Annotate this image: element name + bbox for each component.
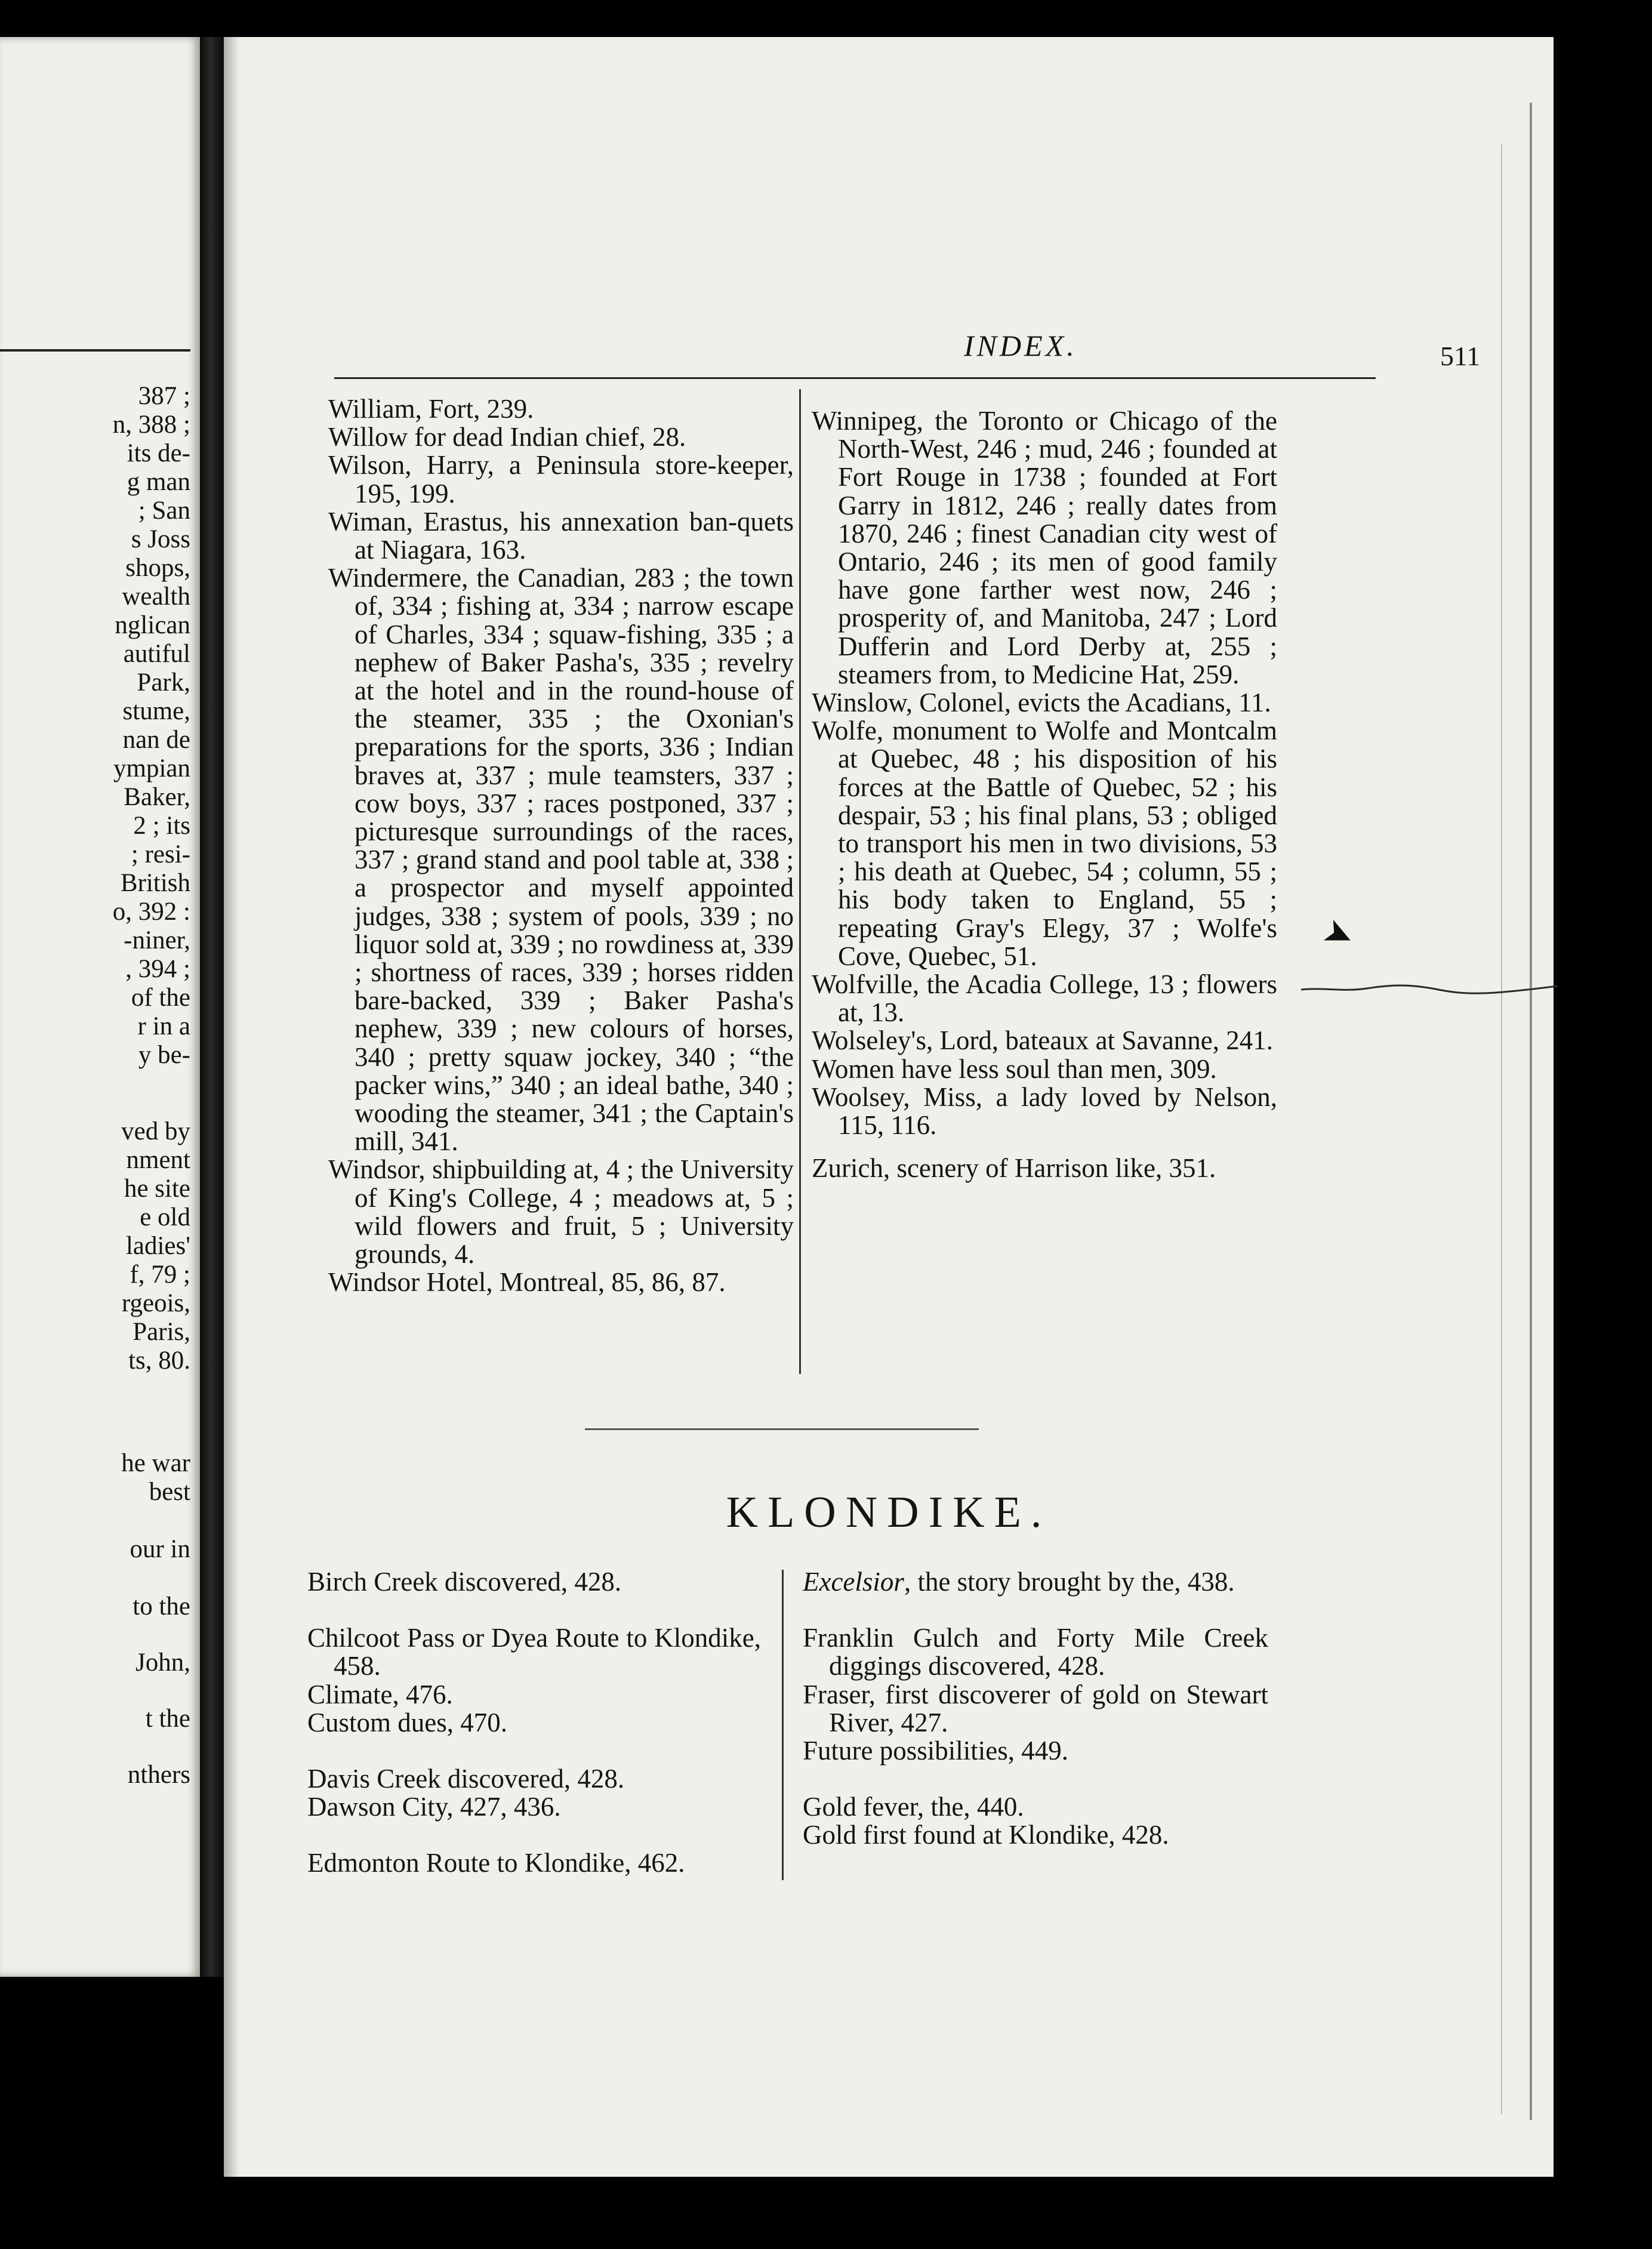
fragment-line: g man xyxy=(127,468,190,496)
index-entry: Windsor, shipbuilding at, 4 ; the University of King's College, 4 ; meadows at, 5 ; wild flowers and fruit, 5 ; University grounds, 4. xyxy=(328,1154,794,1270)
fragment-line: ved by xyxy=(121,1117,190,1145)
index-page xyxy=(224,37,1554,2177)
index-entry: Chilcoot Pass or Dyea Route to Klondike, 458. xyxy=(307,1623,761,1681)
index-entry: Gold first found at Klondike, 428. xyxy=(803,1820,1169,1850)
section-heading: KLONDIKE. xyxy=(726,1488,1052,1537)
index-entry: Davis Creek discovered, 428. xyxy=(307,1764,625,1794)
fragment-line: nan de xyxy=(122,726,190,754)
fragment-line: ts, 80. xyxy=(128,1347,190,1375)
fragment-line: nment xyxy=(126,1146,190,1174)
index-entry: Franklin Gulch and Forty Mile Creek diggings discovered, 428. xyxy=(803,1623,1268,1681)
italic-title: Excelsior xyxy=(803,1567,904,1597)
fragment-line: r in a xyxy=(137,1012,190,1040)
index-entry: Fraser, first discoverer of gold on Stewart River, 427. xyxy=(803,1679,1268,1737)
index-entry: Woolsey, Miss, a lady loved by Nelson, 115, 116. xyxy=(812,1082,1277,1141)
page-edge-crease xyxy=(1530,103,1532,2120)
index-entry: Birch Creek discovered, 428. xyxy=(307,1567,622,1597)
index-entry: Women have less soul than men, 309. xyxy=(812,1053,1217,1084)
fragment-line: ladies' xyxy=(125,1232,190,1260)
fragment-line: rgeois, xyxy=(121,1289,190,1317)
fragment-line: , 394 ; xyxy=(125,955,190,983)
fragment-line: f, 79 ; xyxy=(130,1261,190,1289)
previous-page-rule xyxy=(0,349,190,352)
index-entry xyxy=(803,1568,1268,1596)
fragment-line: s Joss xyxy=(131,525,190,553)
entry-text: , the story brought by the, 438. xyxy=(904,1567,1235,1597)
fragment-line: ; San xyxy=(138,497,190,525)
fragment-line: Paris, xyxy=(132,1318,190,1346)
index-entry: William, Fort, 239. xyxy=(328,394,534,424)
index-entry: Future possibilities, 449. xyxy=(803,1736,1069,1766)
index-entry: Climate, 476. xyxy=(307,1679,453,1709)
index-entry: Wolfe, monument to Wolfe and Montcalm at Quebec, 48 ; his disposition of his forces at the Battle of Quebec, 52 ; his despair, 53 ; his final plans, 53 ; obliged to transport his men in two divisions, 53 ; his death at Quebec, 54 ; column, 55 ; his body taken to England, 55 ; repeating Gray's Elegy, 37 ; Wolfe's Cove, Quebec, 51. xyxy=(812,716,1277,971)
fragment-line: best xyxy=(149,1478,190,1506)
page-number: 511 xyxy=(1440,341,1481,371)
fragment-line: shops, xyxy=(125,554,190,582)
index-entry: Wiman, Erastus, his annexation ban-quets at Niagara, 163. xyxy=(328,506,794,565)
fragment-line: of the xyxy=(131,984,190,1012)
index-entry: Winslow, Colonel, evicts the Acadians, 11. xyxy=(812,688,1271,718)
scan-scratch xyxy=(1301,976,1558,1000)
klondike-column-left xyxy=(307,1568,761,1878)
section-rule xyxy=(585,1428,979,1430)
fragment-line: e old xyxy=(140,1203,190,1231)
ink-mark: ➤ xyxy=(1316,908,1361,960)
index-column-left xyxy=(328,395,794,1297)
fragment-line: he war xyxy=(121,1449,190,1477)
fragment-line: nglican xyxy=(115,611,190,639)
fragment-line: ympian xyxy=(113,754,190,782)
index-entry: Wolfville, the Acadia College, 13 ; flowers at, 13. xyxy=(812,969,1277,1028)
fragment-line: y be- xyxy=(138,1041,190,1069)
fragment-line: autiful xyxy=(123,640,190,668)
fragment-line: he site xyxy=(124,1175,190,1203)
fragment-line: its de- xyxy=(127,439,190,467)
header-rule xyxy=(334,377,1376,379)
fragment-line: stume, xyxy=(122,697,190,725)
fragment-line: to the xyxy=(132,1592,190,1620)
column-divider xyxy=(799,389,801,1374)
index-entry: Gold fever, the, 440. xyxy=(803,1792,1024,1822)
fragment-line: our in xyxy=(130,1535,190,1563)
fragment-line: nthers xyxy=(127,1761,190,1789)
index-entry: Windsor Hotel, Montreal, 85, 86, 87. xyxy=(328,1267,726,1298)
index-entry: Willow for dead Indian chief, 28. xyxy=(328,422,686,452)
fragment-line: o, 392 : xyxy=(112,898,190,926)
index-column-right xyxy=(812,407,1277,1182)
fragment-line: Park, xyxy=(137,668,190,697)
index-entry: Edmonton Route to Klondike, 462. xyxy=(307,1848,685,1878)
fragment-line: John, xyxy=(135,1649,190,1677)
fragment-line: 387 ; xyxy=(138,382,190,410)
column-divider xyxy=(782,1570,784,1880)
fragment-line: n, 388 ; xyxy=(112,411,190,439)
index-entry: Windermere, the Canadian, 283 ; the town of, 334 ; fishing at, 334 ; narrow escape of Charles, 334 ; squaw-fishing, 335 ; a nephew of Baker Pasha's, 335 ; revelry at the hotel and in the round-house of the steamer, 335 ; the Oxonian's preparations for the sports, 336 ; Indian braves at, 337 ; mule teamsters, 337 ; cow boys, 337 ; races postponed, 337 ; picturesque surroundings of the races, 337 ; grand stand and pool table at, 338 ; a prospector and myself appointed judges, 338 ; system of pools, 339 ; no liquor sold at, 339 ; no rowdiness at, 339 ; shortness of races, 339 ; horses ridden bare-backed, 339 ; Baker Pasha's nephew, 339 ; new colours of horses, 340 ; pretty squaw jockey, 340 ; “the packer wins,” 340 ; an ideal bathe, 340 ; wooding the steamer, 341 ; the Captain's mill, 341. xyxy=(328,563,794,1157)
index-entry: Winnipeg, the Toronto or Chicago of the North-West, 246 ; mud, 246 ; founded at Fort Rouge in 1738 ; founded at Fort Garry in 1812, 246 ; really dates from 1870, 246 ; finest Canadian city west of Ontario, 246 ; its men of good family have gone farther west now, 246 ; prosperity of, and Manitoba, 247 ; Lord Dufferin and Lord Derby at, 255 ; steamers from, to Medicine Hat, 259. xyxy=(812,406,1277,689)
fragment-line: -niner, xyxy=(124,926,190,954)
fragment-line: Baker, xyxy=(124,783,190,811)
index-entry: Dawson City, 427, 436. xyxy=(307,1792,561,1822)
previous-page-fragment xyxy=(0,37,200,1977)
index-entry: Custom dues, 470. xyxy=(307,1707,508,1737)
fragment-line: wealth xyxy=(122,583,190,611)
index-entry: Wolseley's, Lord, bateaux at Savanne, 241. xyxy=(812,1025,1274,1056)
index-entry: Wilson, Harry, a Peninsula store-keeper, 195, 199. xyxy=(328,450,794,509)
klondike-column-right xyxy=(803,1568,1268,1850)
index-entry: Zurich, scenery of Harrison like, 351. xyxy=(812,1153,1216,1184)
running-head-title: INDEX. xyxy=(964,329,1077,362)
fragment-line: 2 ; its xyxy=(133,812,190,840)
fragment-line: British xyxy=(120,869,190,897)
fragment-line: ; resi- xyxy=(131,840,190,868)
fragment-line: t the xyxy=(145,1705,190,1733)
book-gutter xyxy=(200,37,224,1977)
